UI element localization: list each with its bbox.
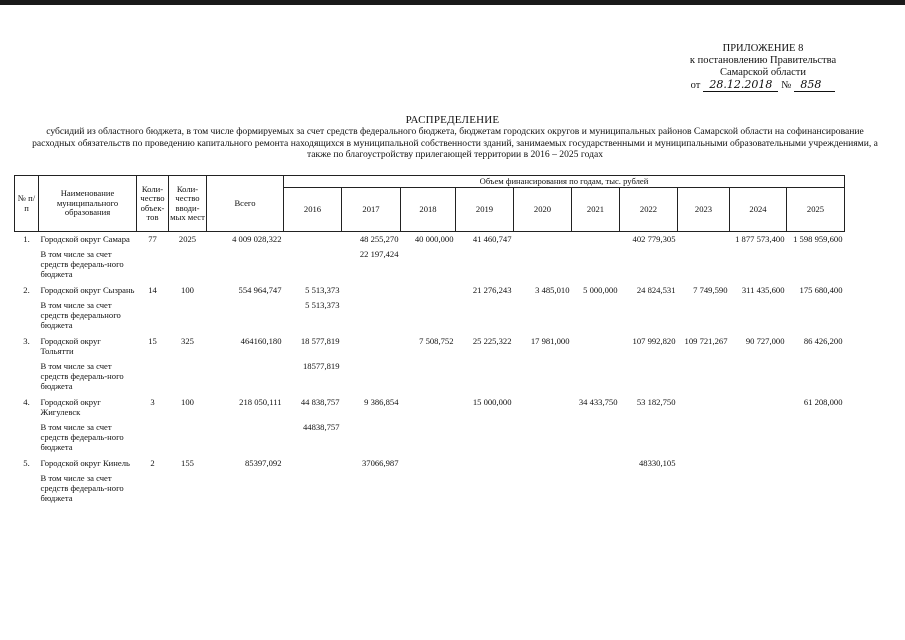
- row-number: 2.: [23, 285, 30, 295]
- appendix-block: [668, 43, 858, 92]
- empty-cell: [137, 469, 169, 507]
- year-amount: [678, 395, 730, 418]
- federal-year-amount: [620, 357, 678, 395]
- federal-year-amount: [572, 357, 620, 395]
- year-amount: [730, 456, 787, 469]
- federal-label: В том числе за счет средств федераль-ного бюджета: [40, 361, 124, 391]
- header-year: 2016: [284, 188, 342, 232]
- objects-count: 15: [148, 336, 157, 346]
- empty-cell: [169, 469, 207, 507]
- year-amount: 24 824,531: [636, 285, 676, 295]
- year-amount: 61 208,000: [803, 397, 843, 407]
- federal-year-amount: [730, 296, 787, 334]
- federal-year-amount: 5 513,373: [305, 300, 340, 310]
- year-amount: 37066,987: [361, 458, 399, 468]
- federal-year-amount: [342, 418, 401, 456]
- federal-year-amount: [342, 357, 401, 395]
- municipality-name: Городской округ Сызрань: [40, 285, 135, 295]
- year-amount: [678, 232, 730, 246]
- year-amount: 109 721,267: [684, 336, 728, 346]
- total-amount: 464160,180: [240, 336, 282, 346]
- federal-subrow: [15, 469, 845, 507]
- federal-year-amount: [401, 357, 456, 395]
- municipality-name: Городской округ Кинель: [40, 458, 130, 468]
- federal-year-amount: [678, 469, 730, 507]
- year-amount: 5 000,000: [583, 285, 618, 295]
- year-amount: 86 426,200: [803, 336, 843, 346]
- empty-cell: [207, 469, 284, 507]
- federal-year-amount: [787, 469, 845, 507]
- federal-year-amount: [787, 418, 845, 456]
- federal-subrow: [15, 296, 845, 334]
- top-border: [0, 0, 905, 5]
- document-subtitle: субсидий из областного бюджета, в том числе формируемых за счет средств федерального бюджета, бюджетам городских округов и муниципальных районов Самарской области на софинансирование расходных обязательств по проведению капитального ремонта находящихся в муниципальной собственности зданий, занимаемых государственными и муниципальными образовательными учреждениями, а также по благоустройству прилегающей территории в 2016 – 2025 годах: [32, 126, 878, 160]
- appendix-region: Самарской области: [720, 67, 806, 78]
- empty-cell: [137, 418, 169, 456]
- federal-subrow: [15, 418, 845, 456]
- year-amount: 40 000,000: [414, 234, 454, 244]
- federal-subrow: [15, 357, 845, 395]
- year-amount: 18 577,819: [300, 336, 340, 346]
- federal-subrow: [15, 245, 845, 283]
- federal-year-amount: 18577,819: [302, 361, 340, 371]
- federal-label: В том числе за счет средств федераль-ного бюджета: [40, 473, 124, 503]
- year-amount: [401, 456, 456, 469]
- empty-cell: [137, 296, 169, 334]
- federal-year-amount: 22 197,424: [359, 249, 399, 259]
- municipality-name: Городской округ Жигулевск: [40, 397, 101, 417]
- federal-year-amount: [572, 296, 620, 334]
- federal-year-amount: [730, 418, 787, 456]
- federal-year-amount: [401, 418, 456, 456]
- row-number: 1.: [23, 234, 30, 244]
- header-num: № п/п: [15, 176, 39, 232]
- federal-year-amount: [620, 418, 678, 456]
- header-year: 2023: [678, 188, 730, 232]
- federal-year-amount: [401, 245, 456, 283]
- federal-year-amount: [456, 245, 514, 283]
- federal-year-amount: [787, 245, 845, 283]
- federal-year-amount: [678, 418, 730, 456]
- empty-cell: [207, 245, 284, 283]
- year-amount: [284, 232, 342, 246]
- header-objects: Коли-чество объек-тов: [137, 176, 169, 232]
- federal-year-amount: [401, 469, 456, 507]
- objects-count: 77: [148, 234, 157, 244]
- year-amount: [730, 395, 787, 418]
- empty-cell: [15, 245, 39, 283]
- federal-year-amount: [678, 357, 730, 395]
- empty-cell: [169, 245, 207, 283]
- federal-year-amount: 44838,757: [302, 422, 340, 432]
- total-amount: 218 050,111: [239, 397, 282, 407]
- empty-cell: [207, 296, 284, 334]
- federal-year-amount: [514, 245, 572, 283]
- header-year: 2025: [787, 188, 845, 232]
- year-amount: 175 680,400: [799, 285, 843, 295]
- row-number: 3.: [23, 336, 30, 346]
- federal-year-amount: [730, 357, 787, 395]
- total-amount: 85397,092: [244, 458, 282, 468]
- year-amount: 311 435,600: [741, 285, 785, 295]
- year-amount: 7 749,590: [693, 285, 728, 295]
- year-amount: 1 877 573,400: [735, 234, 785, 244]
- header-total: Всего: [207, 176, 284, 232]
- federal-label: В том числе за счет средств федераль-ного бюджета: [40, 422, 124, 452]
- total-amount: 554 964,747: [238, 285, 282, 295]
- table-row: [15, 283, 845, 296]
- year-amount: 9 386,854: [364, 397, 399, 407]
- year-amount: 7 508,752: [419, 336, 454, 346]
- row-number: 5.: [23, 458, 30, 468]
- federal-year-amount: [456, 469, 514, 507]
- year-amount: 17 981,000: [530, 336, 570, 346]
- federal-year-amount: [572, 245, 620, 283]
- federal-year-amount: [620, 245, 678, 283]
- year-amount: [514, 395, 572, 418]
- federal-year-amount: [514, 357, 572, 395]
- federal-year-amount: [787, 296, 845, 334]
- table-row: [15, 232, 845, 246]
- year-amount: [284, 456, 342, 469]
- year-amount: [787, 456, 845, 469]
- federal-year-amount: [401, 296, 456, 334]
- header-places: Коли-чество вводи-мых мест: [169, 176, 207, 232]
- federal-year-amount: [787, 357, 845, 395]
- year-amount: [401, 395, 456, 418]
- objects-count: 2: [150, 458, 155, 468]
- empty-cell: [137, 245, 169, 283]
- distribution-table: [14, 175, 845, 507]
- header-year: 2019: [456, 188, 514, 232]
- year-amount: 34 433,750: [578, 397, 618, 407]
- federal-year-amount: [456, 357, 514, 395]
- federal-year-amount: [514, 469, 572, 507]
- places-count: 325: [181, 336, 194, 346]
- federal-year-amount: [572, 469, 620, 507]
- appendix-resolution: к постановлению Правительства: [689, 55, 837, 66]
- places-count: 100: [181, 285, 194, 295]
- year-amount: 90 727,000: [745, 336, 785, 346]
- year-amount: 107 992,820: [632, 336, 676, 346]
- header-financing: Объем финансирования по годам, тыс. рублей: [284, 176, 845, 188]
- municipality-name: Городской округ Самара: [40, 234, 130, 244]
- year-amount: 48330,105: [638, 458, 676, 468]
- federal-label: В том числе за счет средств федераль-ного бюджета: [40, 249, 124, 279]
- year-amount: 25 225,322: [472, 336, 512, 346]
- handwritten-number: 858: [794, 79, 835, 92]
- table-body: [15, 232, 845, 508]
- year-amount: [456, 456, 514, 469]
- header-name: Наименование муниципального образования: [39, 176, 137, 232]
- header-year: 2017: [342, 188, 401, 232]
- year-amount: 53 182,750: [636, 397, 676, 407]
- document-title: РАСПРЕДЕЛЕНИЕ: [405, 114, 500, 126]
- federal-year-amount: [514, 296, 572, 334]
- year-amount: 3 485,010: [535, 285, 570, 295]
- objects-count: 3: [150, 397, 155, 407]
- header-year: 2018: [401, 188, 456, 232]
- municipality-name: Городской округ Тольятти: [40, 336, 101, 356]
- header-year: 2021: [572, 188, 620, 232]
- federal-year-amount: [730, 245, 787, 283]
- places-count: 100: [181, 397, 194, 407]
- federal-year-amount: [678, 245, 730, 283]
- appendix-date-line: [668, 79, 858, 92]
- empty-cell: [15, 357, 39, 395]
- row-number: 4.: [23, 397, 30, 407]
- year-amount: 44 838,757: [300, 397, 340, 407]
- year-amount: 402 779,305: [632, 234, 676, 244]
- year-amount: [572, 232, 620, 246]
- federal-year-amount: [678, 296, 730, 334]
- year-amount: [401, 283, 456, 296]
- federal-year-amount: [456, 296, 514, 334]
- federal-year-amount: [572, 418, 620, 456]
- year-amount: [514, 232, 572, 246]
- federal-year-amount: [342, 469, 401, 507]
- appendix-title: ПРИЛОЖЕНИЕ 8: [722, 43, 804, 54]
- empty-cell: [169, 357, 207, 395]
- empty-cell: [15, 469, 39, 507]
- year-amount: [342, 283, 401, 296]
- year-amount: [342, 334, 401, 357]
- empty-cell: [15, 296, 39, 334]
- federal-year-amount: [730, 469, 787, 507]
- places-count: 155: [181, 458, 194, 468]
- empty-cell: [169, 296, 207, 334]
- total-amount: 4 009 028,322: [232, 234, 282, 244]
- year-amount: [572, 456, 620, 469]
- year-amount: 15 000,000: [472, 397, 512, 407]
- header-year: 2024: [730, 188, 787, 232]
- header-year: 2020: [514, 188, 572, 232]
- date-prefix: от: [690, 80, 701, 91]
- number-label: №: [781, 80, 792, 91]
- empty-cell: [207, 418, 284, 456]
- year-amount: 41 460,747: [472, 234, 512, 244]
- table-row: [15, 395, 845, 418]
- empty-cell: [169, 418, 207, 456]
- year-amount: [678, 456, 730, 469]
- year-amount: 48 255,270: [359, 234, 399, 244]
- year-amount: 5 513,373: [305, 285, 340, 295]
- empty-cell: [15, 418, 39, 456]
- federal-year-amount: [514, 418, 572, 456]
- federal-year-amount: [284, 469, 342, 507]
- objects-count: 14: [148, 285, 157, 295]
- empty-cell: [137, 357, 169, 395]
- federal-year-amount: [284, 245, 342, 283]
- federal-year-amount: [456, 418, 514, 456]
- year-amount: 1 598 959,600: [793, 234, 843, 244]
- year-amount: [514, 456, 572, 469]
- handwritten-date: 28.12.2018: [703, 79, 778, 92]
- year-amount: 21 276,243: [472, 285, 512, 295]
- table-row: [15, 334, 845, 357]
- empty-cell: [207, 357, 284, 395]
- federal-label: В том числе за счет средств федерального бюджета: [40, 300, 121, 330]
- places-count: 2025: [178, 234, 197, 244]
- federal-year-amount: [620, 296, 678, 334]
- year-amount: [572, 334, 620, 357]
- table-row: [15, 456, 845, 469]
- federal-year-amount: [342, 296, 401, 334]
- header-year: 2022: [620, 188, 678, 232]
- federal-year-amount: [620, 469, 678, 507]
